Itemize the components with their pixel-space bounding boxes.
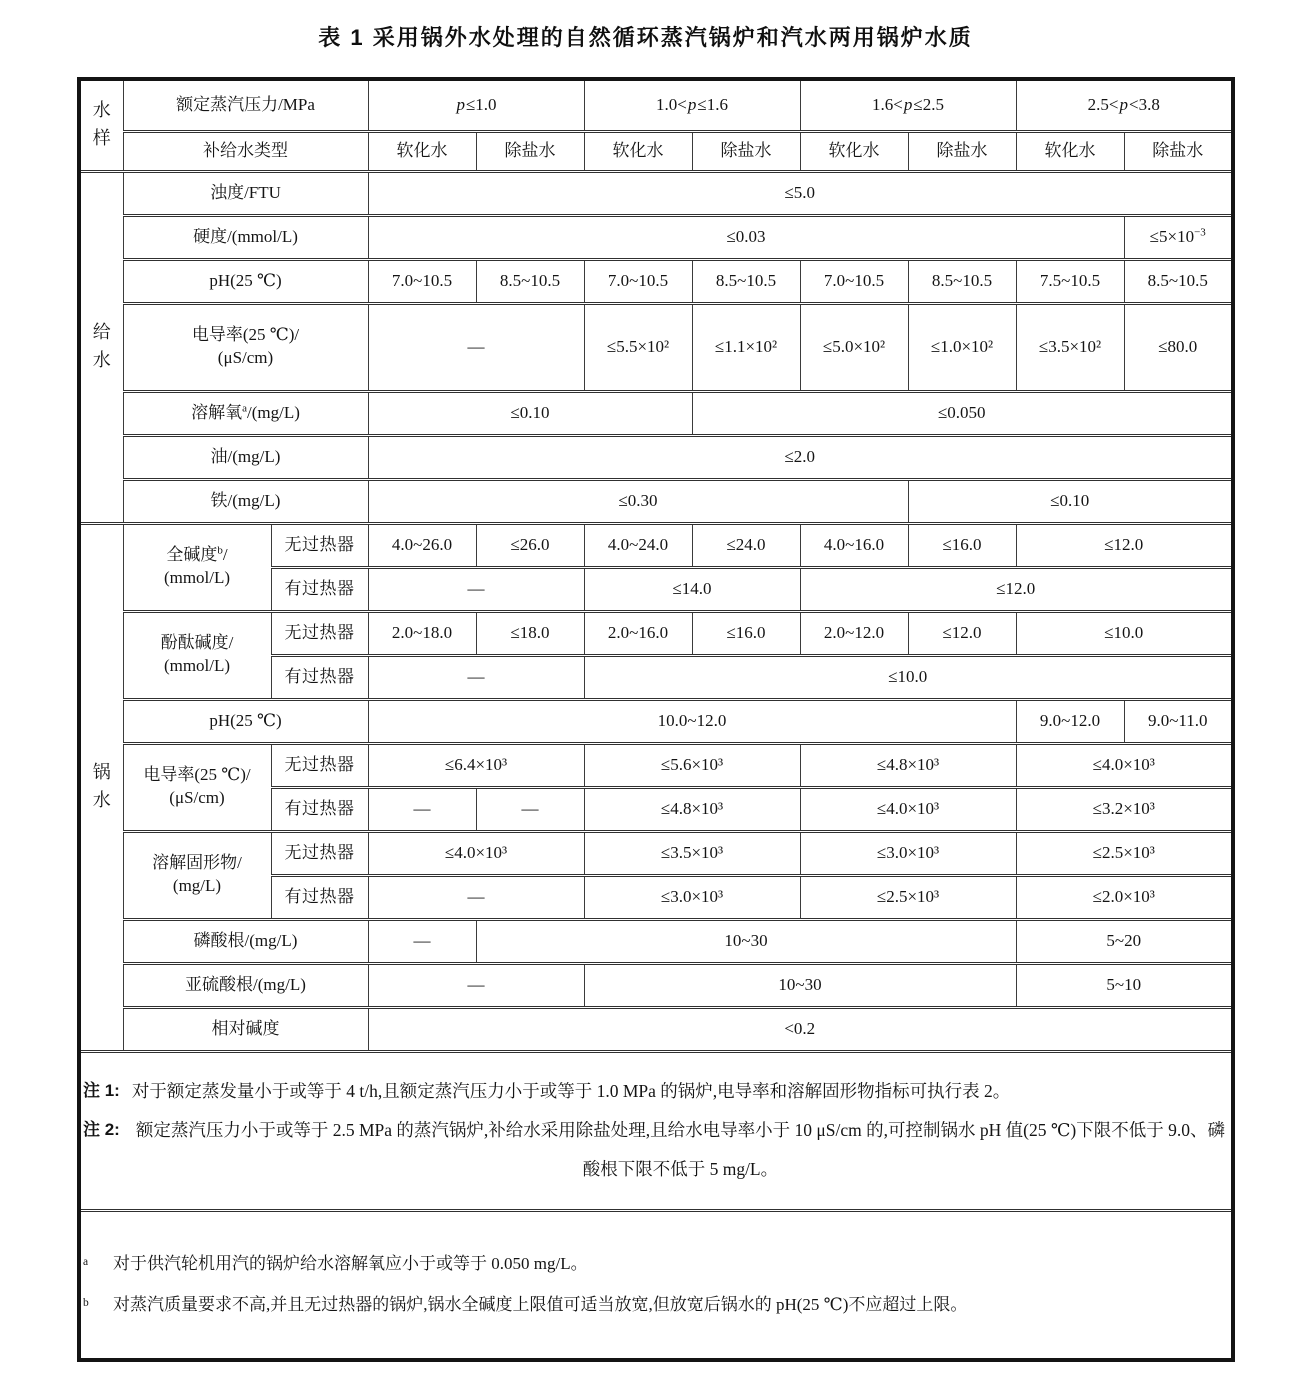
conductivity-boiler-value: ≤4.0×10³ — [1016, 743, 1233, 787]
sulfite-value: 5~10 — [1016, 963, 1233, 1007]
footnote-marker: a — [83, 1255, 89, 1268]
sub-label-with-superheater: 有过热器 — [271, 787, 368, 831]
water-type-cell: 软化水 — [368, 131, 476, 171]
row-label-turbidity: 浊度/FTU — [123, 171, 368, 215]
row-label-conductivity-feedwater: 电导率(25 ℃)/ (μS/cm) — [123, 303, 368, 391]
conductivity-boiler-value: — — [368, 787, 476, 831]
ph-boiler-value: 9.0~12.0 — [1016, 699, 1124, 743]
hardness-value-demineralized: $\le 5\times 10^{-3}$ — [1124, 215, 1233, 259]
pressure-variable: p — [1119, 94, 1128, 114]
relative-alkalinity-value: <0.2 — [368, 1007, 1233, 1051]
water-type-cell: 软化水 — [800, 131, 908, 171]
conductivity-boiler-value: ≤4.0×10³ — [800, 787, 1016, 831]
solids-value: ≤3.5×10³ — [584, 831, 800, 875]
pressure-range-1: p≤1.0 — [368, 79, 584, 131]
conductivity-boiler-value: ≤4.8×10³ — [800, 743, 1016, 787]
sub-label-no-superheater: 无过热器 — [271, 523, 368, 567]
footnote-text: 对蒸汽质量要求不高,并且无过热器的锅炉,锅水全碱度上限值可适当放宽,但放宽后锅水的 pH(25 ℃)不应超过上限。 — [113, 1294, 968, 1314]
ph-value: 8.5~10.5 — [908, 259, 1016, 303]
conductivity-boiler-value: ≤4.8×10³ — [584, 787, 800, 831]
sample-header — [79, 79, 123, 171]
row-label-relative-alkalinity: 相对碱度 — [123, 1007, 368, 1051]
phenolphthalein-value: ≤10.0 — [1016, 611, 1233, 655]
water-type-cell: 软化水 — [1016, 131, 1124, 171]
row-label-dissolved-solids: 溶解固形物/ (mg/L) — [123, 831, 271, 919]
conductivity-boiler-value: ≤6.4×10³ — [368, 743, 584, 787]
pressure-range-4: 2.5<p<3.8 — [1016, 79, 1233, 131]
ph-value: 8.5~10.5 — [476, 259, 584, 303]
ph-value: 7.0~10.5 — [800, 259, 908, 303]
conductivity-value: — — [368, 303, 584, 391]
row-label-phosphate: 磷酸根/(mg/L) — [123, 919, 368, 963]
conductivity-value: ≤1.1×10² — [692, 303, 800, 391]
row-label-phenolphthalein-alkalinity: 酚酞碱度/ (mmol/L) — [123, 611, 271, 699]
row-label-total-alkalinity: 全碱度$^b$/ (mmol/L) — [123, 523, 271, 611]
row-label-conductivity-boilerwater: 电导率(25 ℃)/ (μS/cm) — [123, 743, 271, 831]
row-label-sulfite: 亚硫酸根/(mg/L) — [123, 963, 368, 1007]
makeup-type-label: 补给水类型 — [123, 131, 368, 171]
conductivity-value: ≤1.0×10² — [908, 303, 1016, 391]
alkalinity-value: ≤12.0 — [1016, 523, 1233, 567]
pressure-range-3: 1.6<p≤2.5 — [800, 79, 1016, 131]
alkalinity-value: 4.0~16.0 — [800, 523, 908, 567]
pressure-range-2: 1.0<p≤1.6 — [584, 79, 800, 131]
row-label-ph-feedwater: pH(25 ℃) — [123, 259, 368, 303]
alkalinity-value: ≤14.0 — [584, 567, 800, 611]
note-item-2 — [83, 1111, 1229, 1189]
conductivity-boiler-value: — — [476, 787, 584, 831]
ph-value: 7.0~10.5 — [368, 259, 476, 303]
sample-header-label: 水样 — [92, 100, 111, 149]
water-quality-table — [77, 77, 1235, 1362]
section-label-boilerwater: 锅水 — [79, 523, 123, 1051]
footnote-marker: b — [83, 1296, 89, 1309]
solids-value: ≤3.0×10³ — [584, 875, 800, 919]
sub-label-no-superheater: 无过热器 — [271, 831, 368, 875]
water-type-cell: 除盐水 — [476, 131, 584, 171]
iron-value: ≤0.30 — [368, 479, 908, 523]
phenolphthalein-value: 2.0~12.0 — [800, 611, 908, 655]
water-type-cell: 软化水 — [584, 131, 692, 171]
row-label-dissolved-oxygen: 溶解氧$^a$/(mg/L) — [123, 391, 368, 435]
note-item-1 — [83, 1072, 1229, 1111]
sub-label-no-superheater: 无过热器 — [271, 743, 368, 787]
footnote-text: 对于供汽轮机用汽的锅炉给水溶解氧应小于或等于 0.050 mg/L。 — [113, 1253, 588, 1273]
solids-value: ≤3.0×10³ — [800, 831, 1016, 875]
row-label-iron: 铁/(mg/L) — [123, 479, 368, 523]
pressure-header-label: 额定蒸汽压力/MPa — [123, 79, 368, 131]
sub-label-with-superheater: 有过热器 — [271, 567, 368, 611]
hardness-value: ≤0.03 — [368, 215, 1124, 259]
alkalinity-value: ≤12.0 — [800, 567, 1233, 611]
oxygen-value: ≤0.10 — [368, 391, 692, 435]
phenolphthalein-value: ≤16.0 — [692, 611, 800, 655]
phenolphthalein-value: ≤12.0 — [908, 611, 1016, 655]
pressure-variable: p — [687, 94, 697, 114]
note-prefix: 注 1: — [83, 1080, 120, 1100]
ph-value: 8.5~10.5 — [692, 259, 800, 303]
conductivity-value: ≤3.5×10² — [1016, 303, 1124, 391]
footnote-item-a — [83, 1244, 1229, 1285]
phenolphthalein-value: ≤10.0 — [584, 655, 1233, 699]
sub-label-with-superheater: 有过热器 — [271, 655, 368, 699]
sulfite-value: — — [368, 963, 584, 1007]
row-label-ph-boilerwater: pH(25 ℃) — [123, 699, 368, 743]
conductivity-boiler-value: ≤5.6×10³ — [584, 743, 800, 787]
sub-label-no-superheater: 无过热器 — [271, 611, 368, 655]
phosphate-value: 5~20 — [1016, 919, 1233, 963]
phosphate-value: 10~30 — [476, 919, 1016, 963]
phenolphthalein-value: ≤18.0 — [476, 611, 584, 655]
exponent: −3 — [1194, 225, 1206, 238]
row-label-oil: 油/(mg/L) — [123, 435, 368, 479]
footnote-marker-b: b — [217, 544, 223, 557]
sulfite-value: 10~30 — [584, 963, 1016, 1007]
water-type-cell: 除盐水 — [1124, 131, 1233, 171]
water-type-cell: 除盐水 — [908, 131, 1016, 171]
water-type-cell: 除盐水 — [692, 131, 800, 171]
alkalinity-value: ≤24.0 — [692, 523, 800, 567]
section-label-feedwater: 给水 — [79, 171, 123, 523]
note-text: 额定蒸汽压力小于或等于 2.5 MPa 的蒸汽锅炉,补给水采用除盐处理,且给水电导率小于 10 μS/cm 的,可控制锅水 pH 值(25 ℃)下限不低于 9.0、磷酸根下限不低于 5 mg/L。 — [135, 1119, 1225, 1180]
alkalinity-value: ≤16.0 — [908, 523, 1016, 567]
ph-value: 8.5~10.5 — [1124, 259, 1233, 303]
conductivity-value: ≤5.0×10² — [800, 303, 908, 391]
solids-value: ≤2.5×10³ — [1016, 831, 1233, 875]
iron-value: ≤0.10 — [908, 479, 1233, 523]
sub-label-with-superheater: 有过热器 — [271, 875, 368, 919]
solids-value: — — [368, 875, 584, 919]
phosphate-value: — — [368, 919, 476, 963]
row-label-hardness: 硬度/(mmol/L) — [123, 215, 368, 259]
turbidity-value: ≤5.0 — [368, 171, 1233, 215]
oxygen-value: ≤0.050 — [692, 391, 1233, 435]
ph-boiler-value: 10.0~12.0 — [368, 699, 1016, 743]
oil-value: ≤2.0 — [368, 435, 1233, 479]
phenolphthalein-value: 2.0~16.0 — [584, 611, 692, 655]
note-prefix: 注 2: — [83, 1119, 120, 1139]
ph-value: 7.0~10.5 — [584, 259, 692, 303]
solids-value: ≤2.5×10³ — [800, 875, 1016, 919]
notes-area — [79, 1051, 1233, 1210]
alkalinity-value: 4.0~24.0 — [584, 523, 692, 567]
solids-value: ≤2.0×10³ — [1016, 875, 1233, 919]
ph-boiler-value: 9.0~11.0 — [1124, 699, 1233, 743]
ph-value: 7.5~10.5 — [1016, 259, 1124, 303]
alkalinity-value: — — [368, 567, 584, 611]
alkalinity-value: 4.0~26.0 — [368, 523, 476, 567]
conductivity-boiler-value: ≤3.2×10³ — [1016, 787, 1233, 831]
pressure-variable: p — [456, 94, 465, 114]
footnote-marker-a: a — [242, 401, 247, 414]
note-text: 对于额定蒸发量小于或等于 4 t/h,且额定蒸汽压力小于或等于 1.0 MPa 的锅炉,电导率和溶解固形物指标可执行表 2。 — [131, 1080, 1011, 1101]
phenolphthalein-value: 2.0~18.0 — [368, 611, 476, 655]
pressure-variable: p — [903, 94, 913, 114]
footnotes-area — [79, 1210, 1233, 1360]
conductivity-value: ≤5.5×10² — [584, 303, 692, 391]
conductivity-value: ≤80.0 — [1124, 303, 1233, 391]
alkalinity-value: ≤26.0 — [476, 523, 584, 567]
footnote-item-b — [83, 1285, 1229, 1326]
page-title: 表 1 采用锅外水处理的自然循环蒸汽锅炉和汽水两用锅炉水质 — [318, 25, 973, 50]
solids-value: ≤4.0×10³ — [368, 831, 584, 875]
phenolphthalein-value: — — [368, 655, 584, 699]
